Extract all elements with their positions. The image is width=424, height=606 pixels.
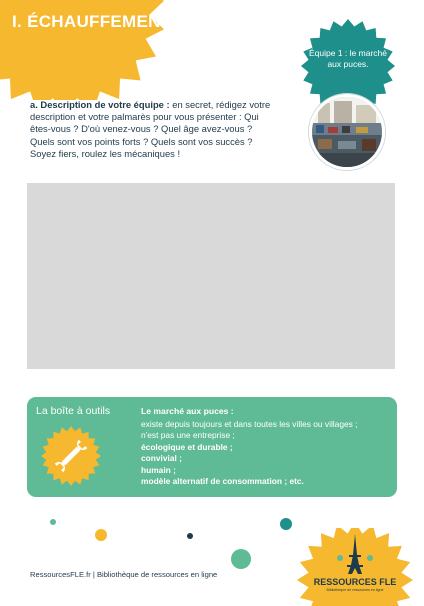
description-body: en secret, rédigez votre description et votre palmarès pour vous présenter : Qui êtes-vous ? D'où venez-vous ? Quel âge avez-vous ? Quels sont vos points forts ? Quels sont vos succès ? Soyez fiers, roulez les mécaniques ! bbox=[30, 99, 271, 159]
list-item: humain ; bbox=[141, 464, 176, 475]
answer-area[interactable] bbox=[27, 183, 395, 369]
team-badge-text: Équipe 1 : le marché aux puces. bbox=[309, 48, 387, 69]
toolbox-panel bbox=[27, 397, 397, 497]
toolbox-list bbox=[141, 419, 393, 487]
list-item: existe depuis toujours et dans toutes les villes ou villages ; bbox=[141, 419, 358, 429]
flea-market-photo bbox=[309, 94, 385, 170]
list-item: convivial ; bbox=[141, 453, 182, 464]
logo-subtitle: Bibliothèque de ressources en ligne bbox=[326, 588, 384, 592]
decorative-dot bbox=[280, 518, 292, 530]
description-lead: a. Description de votre équipe : bbox=[30, 99, 170, 110]
footer-text: RessourcesFLE.fr | Bibliothèque de ressources en ligne bbox=[30, 570, 218, 579]
toolbox-title: La boîte à outils bbox=[36, 405, 111, 417]
toolbox-heading: Le marché aux puces : bbox=[141, 406, 234, 416]
decorative-dot bbox=[95, 529, 107, 541]
decorative-dot bbox=[231, 549, 251, 569]
team-description-instructions bbox=[30, 99, 278, 160]
section-title: I. ÉCHAUFFEMENT bbox=[12, 12, 172, 31]
list-item: modèle alternatif de consommation ; etc. bbox=[141, 476, 304, 487]
decorative-dot bbox=[50, 519, 56, 525]
decorative-dot bbox=[187, 533, 193, 539]
list-item: écologique et durable ; bbox=[141, 441, 233, 452]
list-item: n'est pas une entreprise ; bbox=[141, 430, 235, 441]
logo-label: RESSOURCES FLE bbox=[313, 577, 397, 587]
wrench-icon bbox=[40, 425, 102, 487]
ressources-fle-logo bbox=[296, 528, 414, 606]
